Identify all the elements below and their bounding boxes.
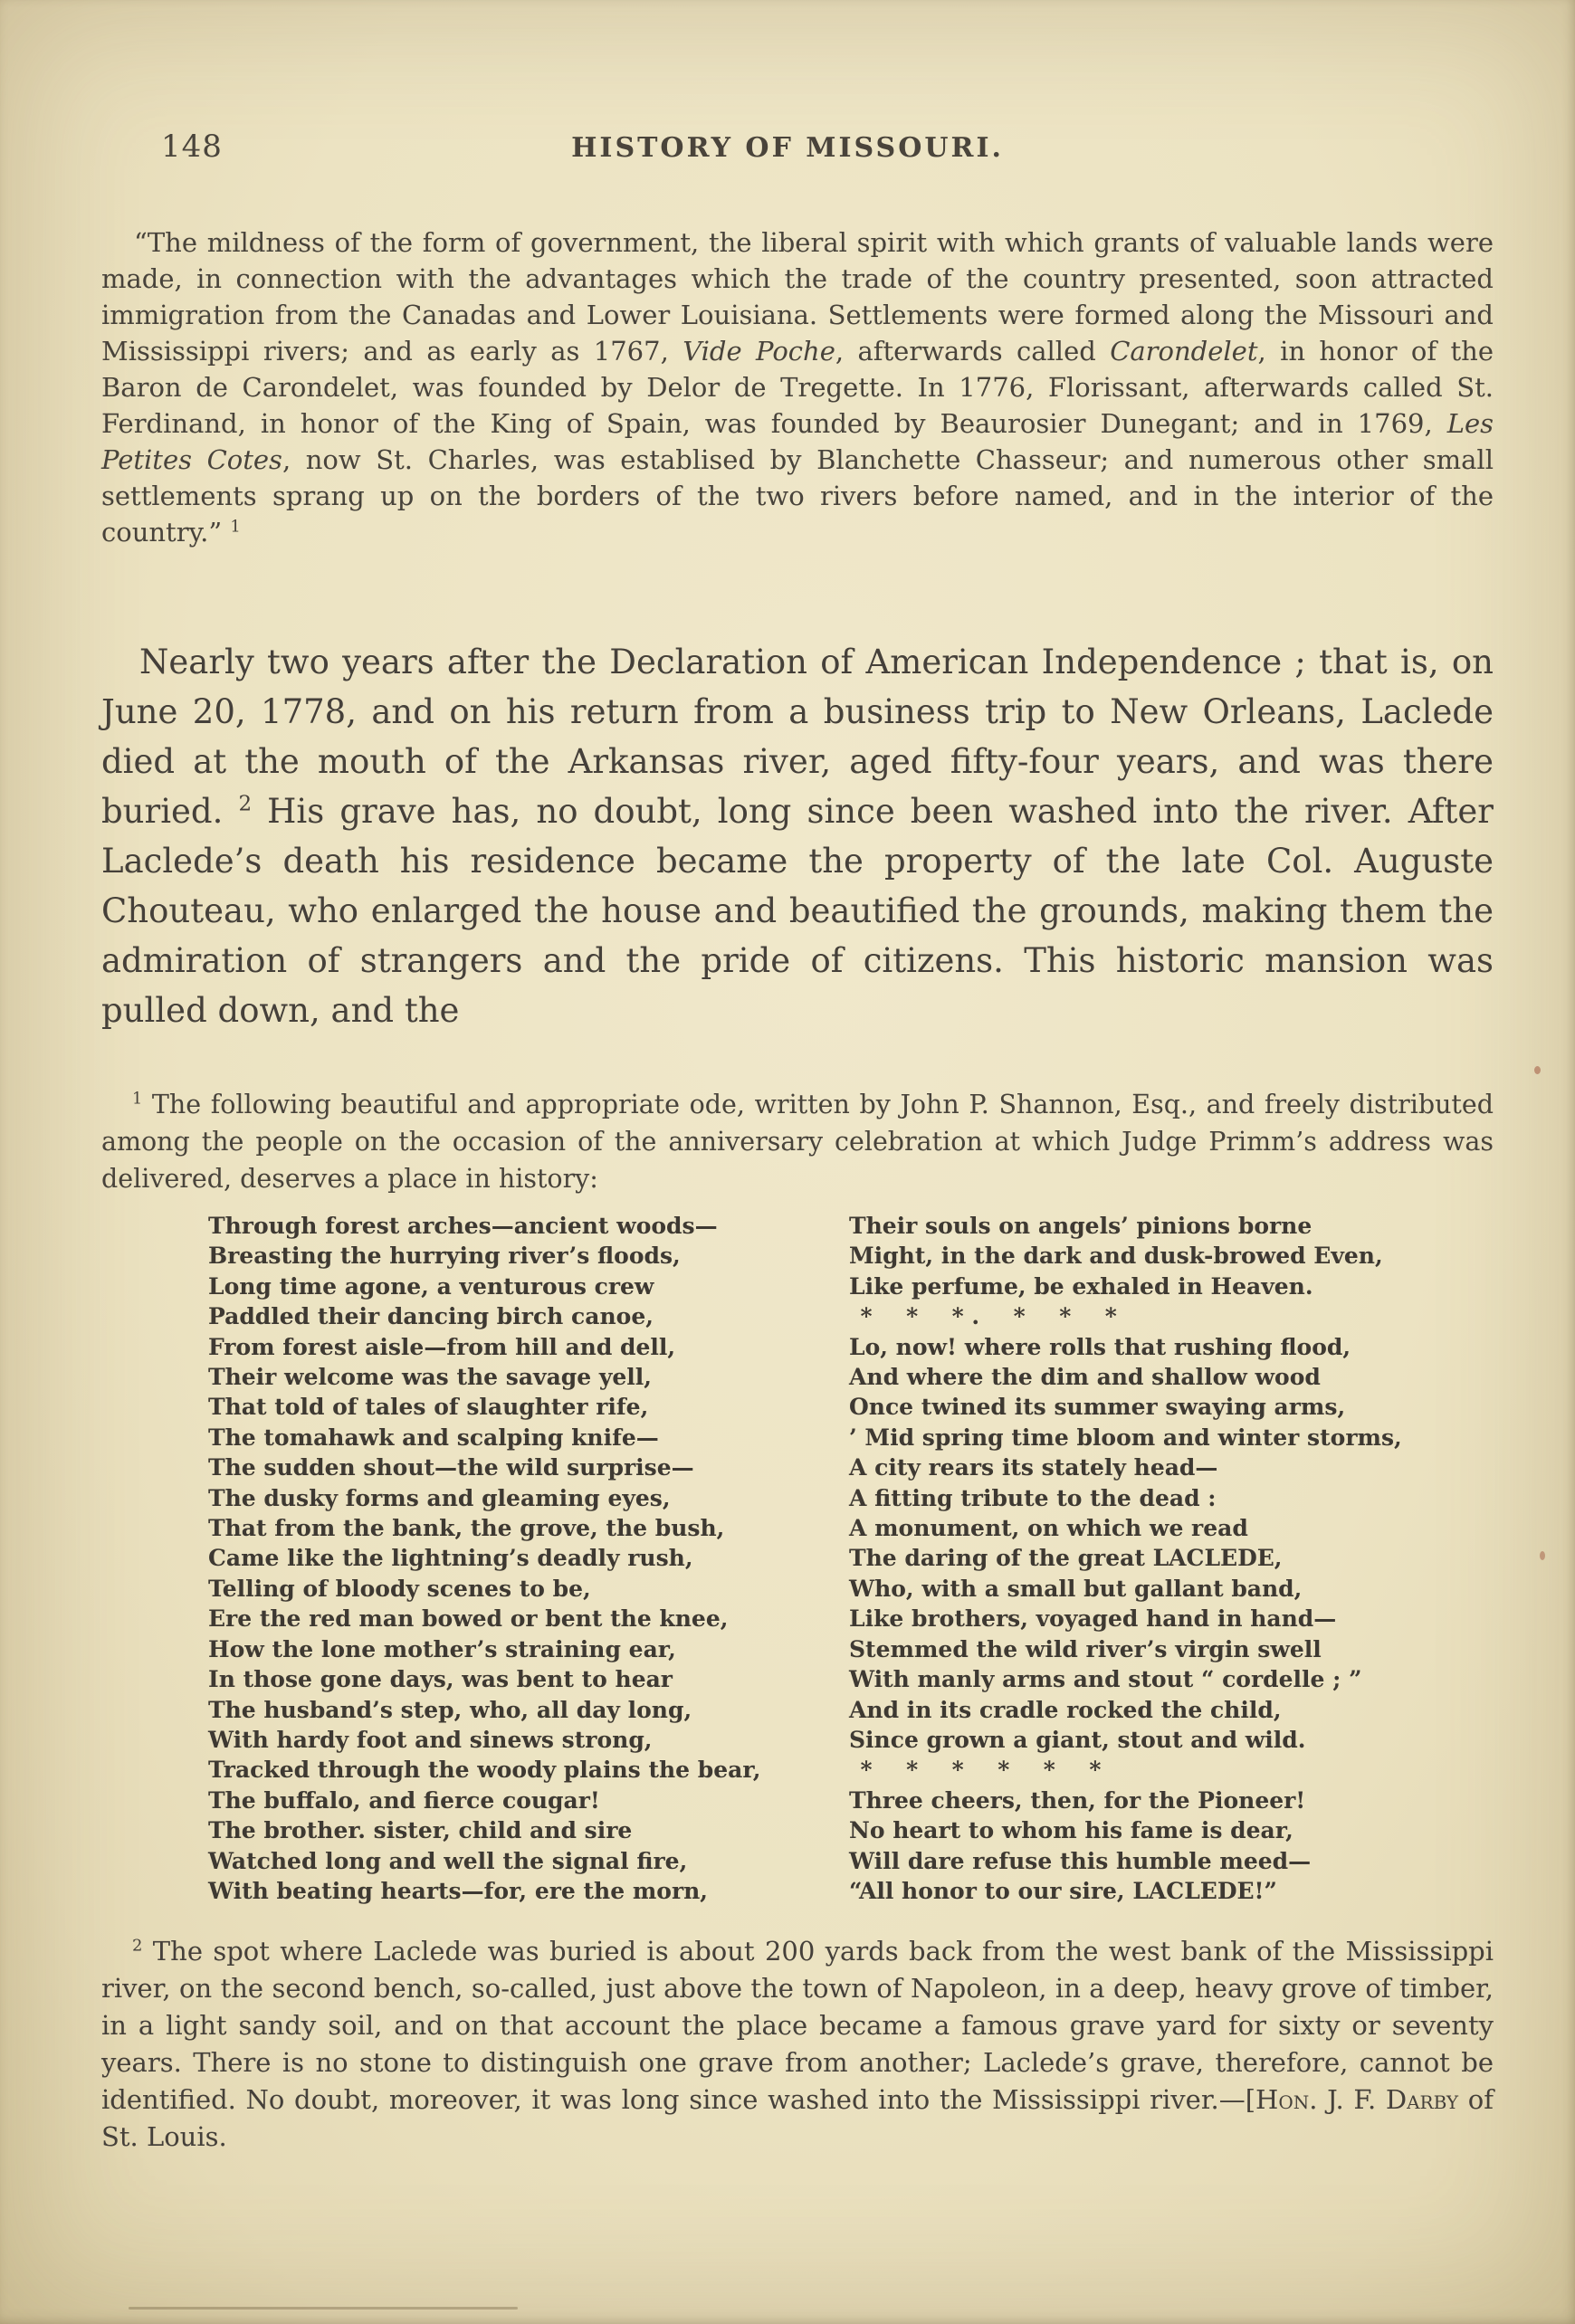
footnote-1 [101,1086,1494,1197]
poem-line: The daring of the great LACLEDE, [849,1545,1283,1572]
poem-line: The sudden shout—the wild surprise— [208,1454,694,1481]
page-number: 148 [161,129,223,165]
poem-line: Tracked through the woody plains the bear, [208,1757,761,1784]
poem-line: “All honor to our sire, LACLEDE!” [849,1877,1277,1904]
poem-line: A monument, on which we read [849,1515,1248,1542]
poem-line: Stemmed the wild river’s virgin swell [849,1635,1322,1662]
footnote-2-text-3: of St. Louis. [101,2084,1494,2152]
poem-line: Like brothers, voyaged hand in hand— [849,1605,1337,1633]
main-paragraph [101,637,1494,1035]
poem-line: * * * . * * * [849,1303,1117,1330]
poem-line: In those gone days, was bent to hear [208,1666,673,1693]
page-speck [1540,1551,1545,1560]
poem-column-left [208,1211,806,1906]
poem-line: Their souls on angels’ pinions borne [849,1213,1312,1239]
poem-line: Will dare refuse this humble meed— [849,1847,1312,1874]
poem-line: Like perfume, be exhaled in Heaven. [849,1272,1313,1300]
poem-line: And in its cradle rocked the child, [849,1696,1282,1723]
poem-line: Long time agone, a venturous crew [208,1272,654,1300]
quoted-text-2: , afterwards called [835,336,1111,367]
poem-line: Might, in the dark and dusk-browed Even, [849,1243,1383,1270]
poem-line: Ere the red man bowed or bent the knee, [208,1605,729,1633]
footnote-2-reference: 2 [238,792,253,816]
main-text-2: His grave has, no doubt, long since been washed into the river. After Laclede’s death his residence became the property of the late Col. Auguste Chouteau, who enlarged the house and beautified the grounds, making them the admiration of strangers and the pride of citizens. This historic mansion was pulled down, and the [101,792,1494,1030]
poem-line: Watched long and well the signal fire, [208,1847,688,1874]
poem-line: With manly arms and stout “ cordelle ; ” [849,1666,1362,1693]
poem-line: Paddled their dancing birch canoe, [208,1303,654,1330]
quoted-italic-les-petites-cotes: Les Petites Cotes [101,408,1494,475]
quoted-paragraph [101,224,1494,550]
poem-line: Through forest arches—ancient woods— [208,1213,718,1239]
poem-line: Lo, now! where rolls that rushing flood, [849,1333,1351,1360]
poem-line: Came like the lightning’s deadly rush, [208,1545,693,1572]
footnote-2 [101,1933,1494,2156]
footnote-1-marker: 1 [132,1090,143,1109]
poem-column-right [849,1211,1483,1906]
footnote-2-text-1: The spot where Laclede was buried is about 200 yards back from the west bank of the Mississippi river, on the second bench, so-called, just above the town of Napoleon, in a deep, heavy grove of timber, in a light sandy soil, and on that account the place became a famous grave yard for sixty or seventy years. There is no stone to distinguish one grave from another; Laclede’s grave, therefore, cannot be identified. No doubt, moreover, it was long since washed into the Mississippi river.—[ [101,1936,1494,2115]
poem-line: Breasting the hurrying river’s floods, [208,1243,681,1270]
poem-line: The dusky forms and gleaming eyes, [208,1484,671,1511]
quoted-text-4: , now St. Charles, was establised by Blanchette Chasseur; and numerous other small settlements sprang up on the borders of the two rivers before named, and in the interior of the country.” [101,444,1494,548]
poem-line: From forest aisle—from hill and dell, [208,1333,676,1360]
poem-line: Once twined its summer swaying arms, [849,1394,1346,1421]
page-speck [1534,1066,1541,1074]
poem-line: No heart to whom his fame is dear, [849,1817,1293,1844]
poem-line: The tomahawk and scalping knife— [208,1424,659,1451]
poem-line: With beating hearts—for, ere the morn, [208,1877,709,1904]
footnote-1-text: The following beautiful and appropriate ode, written by John P. Shannon, Esq., and freely distributed among the people on the occasion of the anniversary celebration at which Judge Primm’s address was delivered, deserves a place in history: [101,1090,1494,1194]
poem-line: The buffalo, and fierce cougar! [208,1786,600,1814]
poem-line: Since grown a giant, stout and wild. [849,1726,1306,1753]
poem-line: And where the dim and shallow wood [849,1364,1321,1391]
quoted-italic-vide-poche: Vide Poche [682,336,835,367]
footnote-2-smallcaps-hon: Hon. [1255,2084,1318,2115]
poem-line: That told of tales of slaughter rife, [208,1394,649,1421]
poem-line: A fitting tribute to the dead : [849,1484,1217,1511]
poem-line: That from the bank, the grove, the bush, [208,1515,725,1542]
poem-line: * * * * * * [849,1757,1102,1784]
footnote-2-text-2: J. F. [1317,2084,1386,2115]
poem-line: How the lone mother’s straining ear, [208,1635,676,1662]
scan-bottom-edge-line [129,2307,518,2310]
poem-line: A city rears its stately head— [849,1454,1218,1481]
poem-line: ’ Mid spring time bloom and winter storms, [849,1424,1402,1451]
poem-line: Who, with a small but gallant band, [849,1575,1303,1602]
poem-line: With hardy foot and sinews strong, [208,1726,653,1753]
quoted-text-3: , in honor of the Baron de Carondelet, was founded by Delor de Tregette. In 1776, Florissant, afterwards called St. Ferdinand, in honor of the King of Spain, was founded by Beaurosier Dunegant; and in 1769, [101,336,1494,439]
poem-line: Telling of bloody scenes to be, [208,1575,591,1602]
footnote-2-marker: 2 [132,1936,143,1956]
poem-line: The husband’s step, who, all day long, [208,1696,692,1723]
running-header: HISTORY OF MISSOURI. [571,132,1004,164]
poem-line: Three cheers, then, for the Pioneer! [849,1786,1306,1814]
quoted-italic-carondelet: Carondelet [1110,336,1258,367]
footnote-1-reference: 1 [230,517,241,537]
footnote-2-smallcaps-darby: Darby [1385,2084,1459,2115]
poem-line: Their welcome was the savage yell, [208,1364,652,1391]
main-text-1: Nearly two years after the Declaration of American Independence ; that is, on June 20, 1778, and on his return from a business trip to New Orleans, Laclede died at the mouth of the Arkansas river, aged fifty-four years, and was there buried. [101,643,1494,831]
poem-line: The brother. sister, child and sire [208,1817,633,1844]
quoted-text-1: “The mildness of the form of government, the liberal spirit with which grants of valuable lands were made, in connection with the advantages which the trade of the country presented, soon attracted immigration from the Canadas and Lower Louisiana. Settlements were formed along the Missouri and Mississippi rivers; and as early as 1767, [101,227,1494,367]
